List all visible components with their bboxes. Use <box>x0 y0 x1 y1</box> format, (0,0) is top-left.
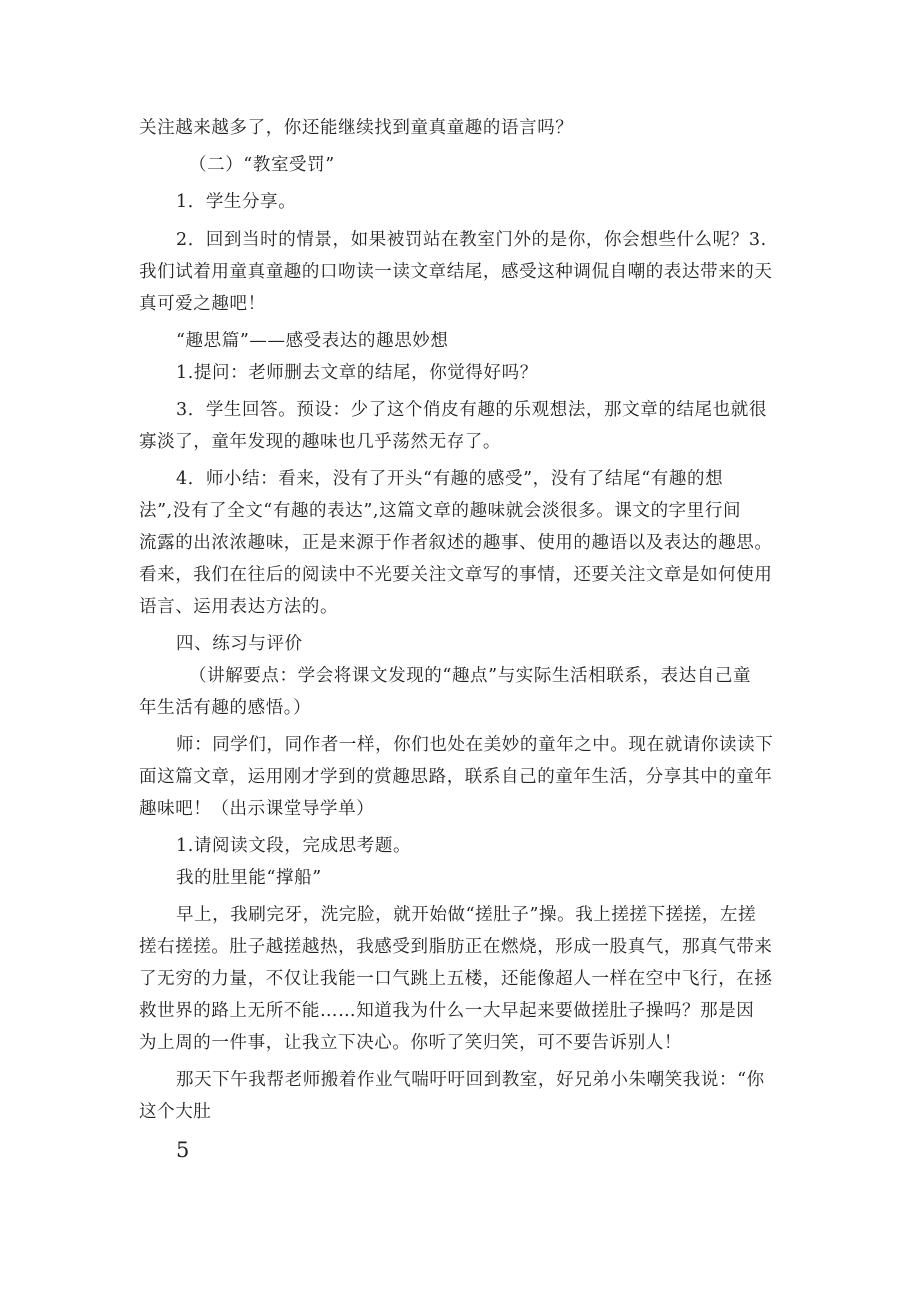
text-line: 看来，我们在往后的阅读中不光要关注文章写的事情，还要关注文章是如何使用 <box>139 565 773 585</box>
text-line: 真可爱之趣吧！ <box>139 294 266 314</box>
text-line: 师：同学们，同作者一样，你们也处在美妙的童年之中。现在就请你读读下 <box>176 735 774 755</box>
text-line: 救世界的路上无所不能……知道我为什么一大早起来要做搓肚子操吗？那是因 <box>139 1001 755 1021</box>
text-line: 面这篇文章，运用刚才学到的赏趣思路，联系自己的童年生活，分享其中的童年 <box>139 767 773 787</box>
page-number: 5 <box>176 1138 190 1162</box>
text-line: 法”,没有了全文“有趣的表达”,这篇文章的趣味就会淡很多。课文的字里行间 <box>139 501 742 521</box>
text-line: 早上，我刷完牙，洗完脸，就开始做“搓肚子”操。我上搓搓下搓搓，左搓 <box>176 905 757 925</box>
text-line: 搓右搓搓。肚子越搓越热，我感受到脂肪正在燃烧，形成一股真气，那真气带来 <box>139 937 773 957</box>
text-line: 年生活有趣的感悟。） <box>139 698 312 718</box>
section-heading: “趣思篇”——感受表达的趣思妙想 <box>176 331 449 351</box>
text-line: 寡淡了，童年发现的趣味也几乎荡然无存了。 <box>139 432 501 452</box>
passage-title: 我的肚里能“撑船” <box>176 868 322 888</box>
text-line: 了无穷的力量，不仅让我能一口气跳上五楼，还能像超人一样在空中飞行，在拯 <box>139 969 773 989</box>
text-line: 关注越来越多了，你还能继续找到童真童趣的语言吗？ <box>139 118 574 138</box>
text-line: 2．回到当时的情景，如果被罚站在教室门外的是你，你会想些什么呢？3. <box>176 230 767 250</box>
text-line: 1．学生分享。 <box>176 192 297 212</box>
section-heading: 四、练习与评价 <box>176 634 303 654</box>
text-line: （讲解要点：学会将课文发现的“趣点”与实际生活相联系，表达自己童 <box>189 666 752 686</box>
section-heading: （二）“教室受罚” <box>189 155 335 175</box>
text-line: 这个大肚 <box>139 1102 212 1122</box>
text-line: 语言、运用表达方法的。 <box>139 597 339 617</box>
text-line: 我们试着用童真童趣的口吻读一读文章结尾，感受这种调侃自嘲的表达带来的天 <box>139 262 773 282</box>
text-line: 为上周的一件事，让我立下决心。你听了笑归笑，可不要告诉别人！ <box>139 1033 682 1053</box>
text-line: 流露的出浓浓趣味，正是来源于作者叙述的趣事、使用的趣语以及表达的趣思。 <box>139 533 773 553</box>
text-line: 1.提问：老师删去文章的结尾，你觉得好吗？ <box>176 363 538 383</box>
text-line: 4．师小结：看来，没有了开头“有趣的感受”，没有了结尾“有趣的想 <box>176 469 724 489</box>
text-line: 3．学生回答。预设：少了这个俏皮有趣的乐观想法，那文章的结尾也就很 <box>176 400 767 420</box>
text-line: 趣味吧！（出示课堂导学单） <box>139 799 375 819</box>
text-line: 那天下午我帮老师搬着作业气喘吁吁回到教室，好兄弟小朱嘲笑我说：“你 <box>176 1070 765 1090</box>
text-line: 1.请阅读文段，完成思考题。 <box>176 836 412 856</box>
